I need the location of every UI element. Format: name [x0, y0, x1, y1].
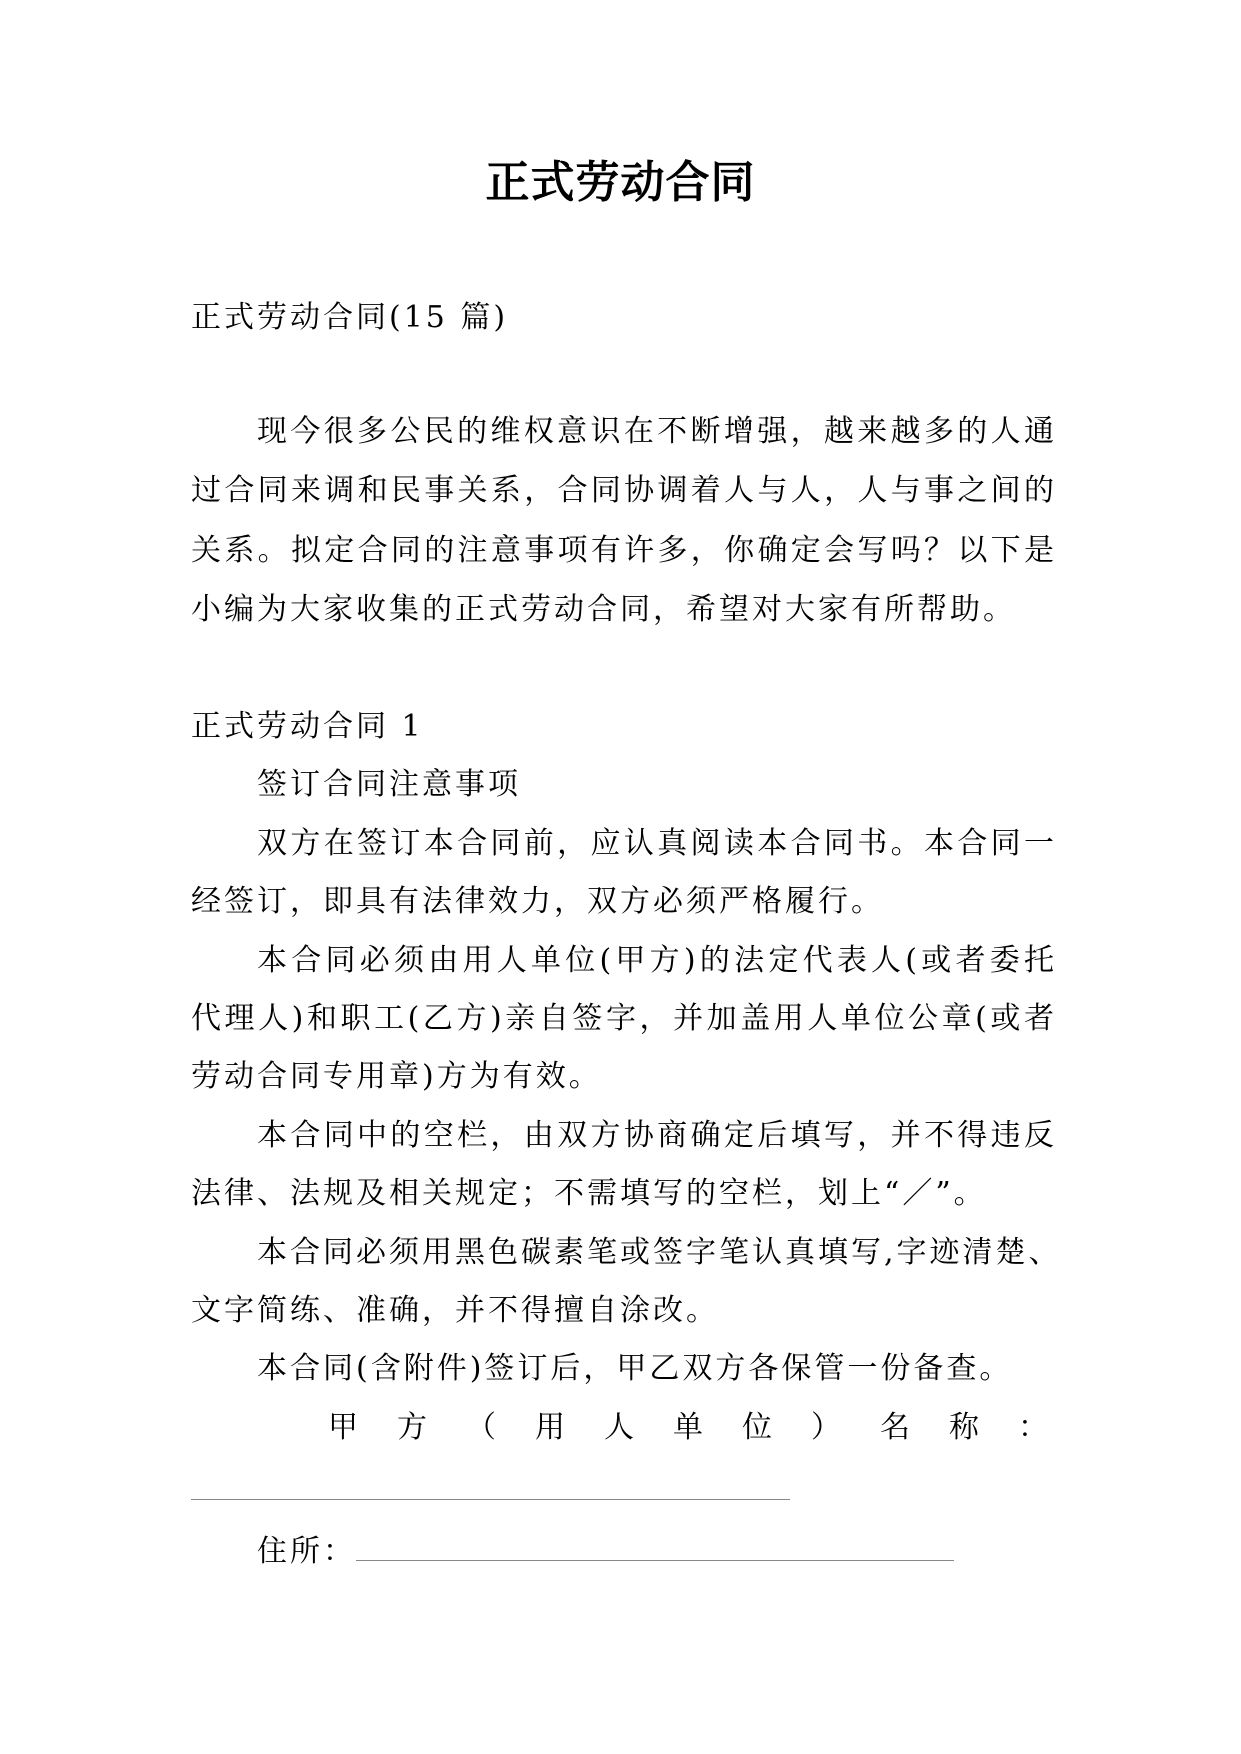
notice-line: 本合同中的空栏，由双方协商确定后填写，并不得违反 [257, 1117, 1057, 1153]
notice-line: 经签订，即具有法律效力，双方必须严格履行。 [191, 884, 884, 920]
notice-line: 双方在签订本合同前，应认真阅读本合同书。本合同一 [257, 825, 1057, 861]
party-a-name-label: 甲方（用人单位）名称： [328, 1409, 1087, 1445]
notice-line: 本合同必须由用人单位(甲方)的法定代表人(或者委托 [257, 942, 1057, 978]
notice-line: 本合同必须用黑色碳素笔或签字笔认真填写,字迹清楚、 [257, 1234, 1062, 1270]
contract-section [191, 698, 1087, 1457]
notice-line: 代理人)和职工(乙方)亲自签字，并加盖用人单位公章(或者 [191, 1001, 1057, 1037]
intro-paragraph [191, 402, 1057, 640]
section-heading: 正式劳动合同 1 [191, 709, 424, 744]
subtitle-block [191, 289, 1057, 347]
notice-line: 文字简练、准确，并不得擅自涂改。 [191, 1293, 719, 1329]
intro-line: 现今很多公民的维权意识在不断增强，越来越多的人通 [257, 414, 1057, 449]
notice-heading: 签订合同注意事项 [257, 767, 521, 803]
notice-line: 劳动合同专用章)方为有效。 [191, 1059, 602, 1095]
intro-line: 小编为大家收集的正式劳动合同，希望对大家有所帮助。 [191, 592, 1016, 628]
notice-line: 本合同(含附件)签订后，甲乙双方各保管一份备查。 [257, 1351, 1013, 1387]
party-a-name-blank [191, 1499, 790, 1500]
intro-line: 关系。拟定合同的注意事项有许多，你确定会写吗？以下是 [191, 532, 1057, 568]
address-row [191, 1523, 1057, 1581]
notice-line: 法律、法规及相关规定；不需填写的空栏，划上“／”。 [191, 1176, 987, 1212]
address-label: 住所： [257, 1534, 356, 1569]
address-blank [356, 1560, 954, 1561]
document-subtitle: 正式劳动合同(15 篇) [191, 300, 509, 335]
address-line [191, 1523, 1057, 1581]
intro-line: 过合同来调和民事关系，合同协调着人与人，人与事之间的 [191, 473, 1057, 509]
document-title: 正式劳动合同 [485, 157, 756, 208]
